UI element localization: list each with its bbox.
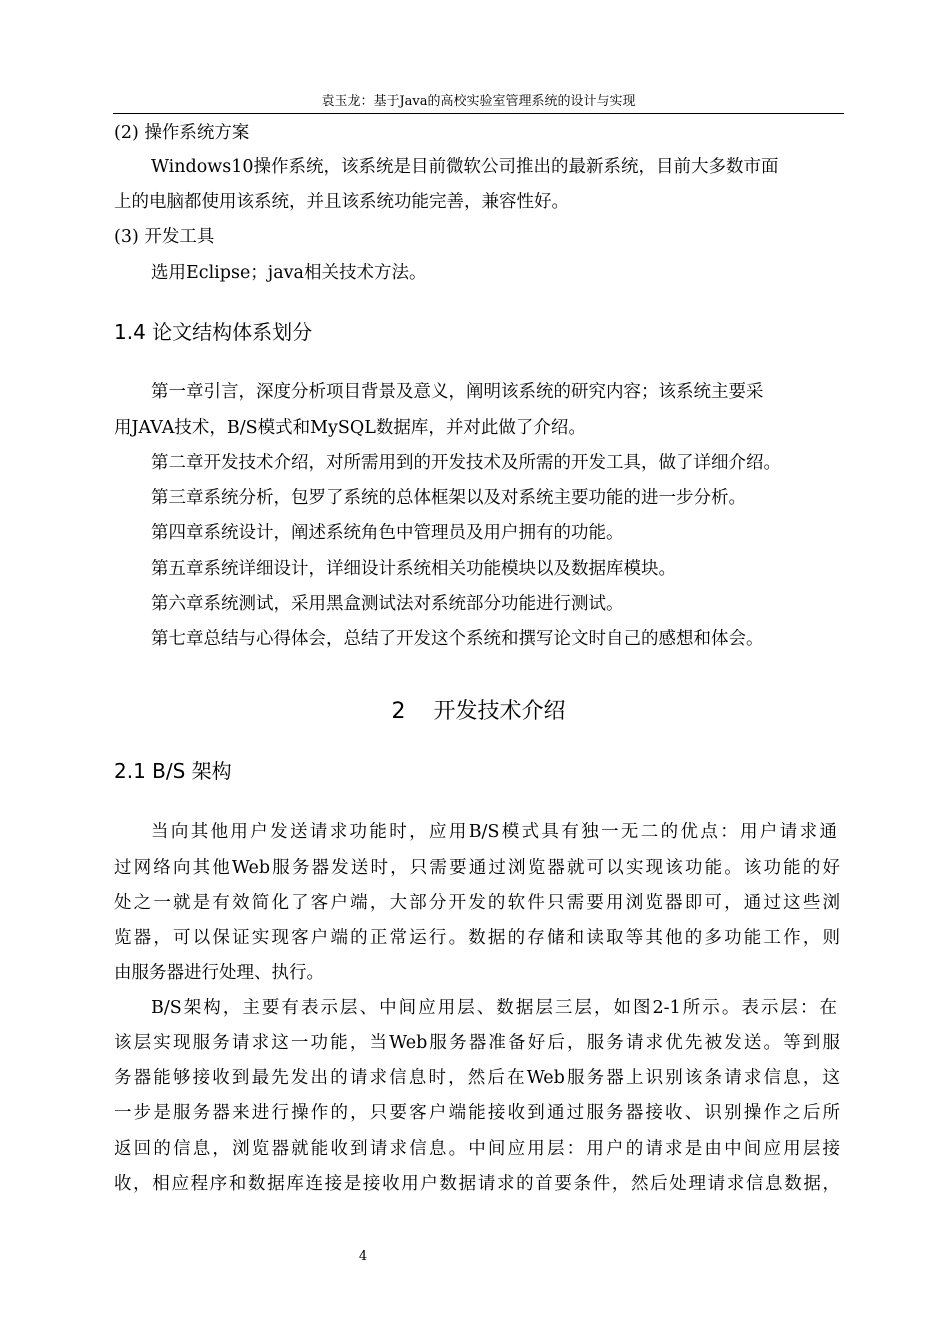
chapter-summary-6: 第六章系统测试，采用黑盒测试法对系统部分功能进行测试。: [151, 594, 624, 614]
paragraph-line: 览器，可以保证实现客户端的正常运行。数据的存储和读取等其他的多功能工作，则: [114, 928, 840, 948]
paragraph-line: 处之一就是有效简化了客户端，大部分开发的软件只需要用浏览器即可，通过这些浏: [114, 893, 840, 913]
list-item-title: (2) 操作系统方案: [114, 123, 250, 143]
paragraph-line: B/S架构，主要有表示层、中间应用层、数据层三层，如图2-1所示。表示层：在: [151, 998, 837, 1018]
chapter-summary-5: 第五章系统详细设计，详细设计系统相关功能模块以及数据库模块。: [151, 559, 676, 579]
chapter-summary-7: 第七章总结与心得体会，总结了开发这个系统和撰写论文时自己的感想和体会。: [151, 629, 764, 649]
paragraph-line: 选用Eclipse；java相关技术方法。: [151, 263, 427, 283]
header-rule: [113, 113, 844, 114]
page-number: 4: [358, 1249, 368, 1264]
paragraph-line: 务器能够接收到最先发出的请求信息时，然后在Web服务器上识别该条请求信息，这: [114, 1068, 840, 1088]
paragraph-line: 由服务器进行处理、执行。: [114, 963, 324, 983]
chapter-summary-2: 第二章开发技术介绍，对所需用到的开发技术及所需的开发工具，做了详细介绍。: [151, 453, 781, 473]
paragraph-line: 返回的信息，浏览器就能收到请求信息。中间应用层：用户的请求是由中间应用层接: [114, 1139, 840, 1159]
paragraph-line: 一步是服务器来进行操作的，只要客户端能接收到通过服务器接收、识别操作之后所: [114, 1103, 840, 1123]
chapter-summary-4: 第四章系统设计，阐述系统角色中管理员及用户拥有的功能。: [151, 523, 624, 543]
chapter-title: 2 开发技术介绍: [391, 699, 566, 724]
running-header: 袁玉龙：基于Java的高校实验室管理系统的设计与实现: [321, 94, 636, 109]
paragraph-line: 该层实现服务请求这一功能，当Web服务器准备好后，服务请求优先被发送。等到服: [114, 1033, 840, 1053]
paragraph-line: 第一章引言，深度分析项目背景及意义，阐明该系统的研究内容；该系统主要采: [151, 382, 764, 402]
list-item-title: (3) 开发工具: [114, 227, 215, 247]
section-heading: 1.4 论文结构体系划分: [114, 320, 313, 344]
paragraph-line: 当向其他用户发送请求功能时，应用B/S模式具有独一无二的优点：用户请求通: [151, 822, 837, 842]
section-heading: 2.1 B/S 架构: [114, 759, 232, 783]
paragraph-line: 上的电脑都使用该系统，并且该系统功能完善，兼容性好。: [114, 192, 569, 212]
paragraph-line: 过网络向其他Web服务器发送时，只需要通过浏览器就可以实现该功能。该功能的好: [114, 858, 840, 878]
paragraph-line: 收，相应程序和数据库连接是接收用户数据请求的首要条件，然后处理请求信息数据，: [114, 1174, 840, 1194]
paragraph-line: 用JAVA技术，B/S模式和MySQL数据库，并对此做了介绍。: [114, 418, 586, 438]
paragraph-line: Windows10操作系统，该系统是目前微软公司推出的最新系统，目前大多数市面: [151, 157, 779, 177]
chapter-summary-3: 第三章系统分析，包罗了系统的总体框架以及对系统主要功能的进一步分析。: [151, 488, 746, 508]
